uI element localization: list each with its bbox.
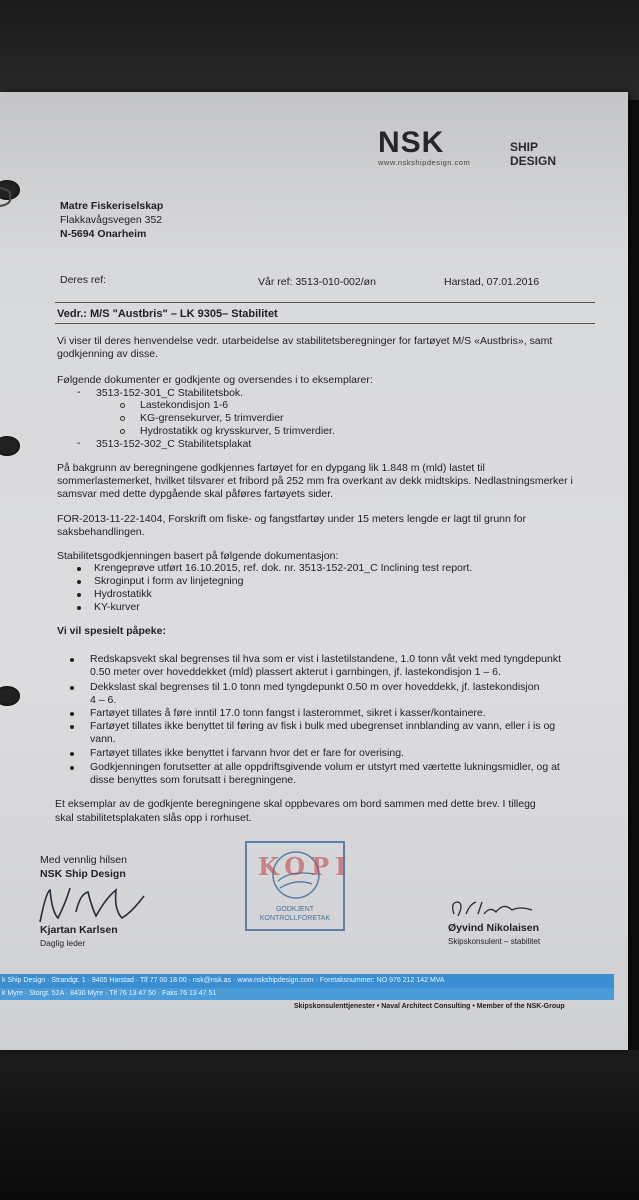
- note-line: Fartøyet tillates ikke benyttet i farvann hvor det er fare for overising.: [90, 747, 404, 759]
- note-line: vann.: [90, 733, 116, 745]
- doc-subitem: Lastekondisjon 1-6: [140, 399, 229, 411]
- bullet: [70, 725, 74, 729]
- note-line: 4 – 6.: [90, 694, 117, 706]
- bullet: [77, 606, 81, 610]
- documentation-lead: Stabilitetsgodkjenningen basert på følgende dokumentasjon:: [57, 550, 339, 562]
- regulation-line: FOR-2013-11-22-1404, Forskrift om fiske- og fangstfartøy under 15 meters lengde er lagt til grunn for: [57, 513, 527, 525]
- recipient-street: Flakkavågsvegen 352: [60, 214, 163, 226]
- bullet: [77, 580, 81, 584]
- signer2-title: Skipskonsulent – stabilitet: [448, 937, 541, 946]
- greeting: Med vennlig hilsen: [40, 854, 127, 866]
- logo-subtitle: SHIP DESIGN: [510, 140, 557, 168]
- intro-line: Vi viser til deres henvendelse vedr. utarbeidelse av stabilitetsberegninger for fartøyet M/S «Austbris», samt: [57, 335, 553, 347]
- basis-line: På bakgrunn av beregningene godkjennes fartøyet for en dypgang lik 1.848 m (mld) lastet til: [57, 462, 485, 474]
- background-top: [0, 0, 639, 100]
- binder-ring-icon: [0, 184, 14, 210]
- bullet: [70, 752, 74, 756]
- sub-bullet: [120, 429, 125, 434]
- logo-url: www.nskshipdesign.com: [378, 158, 471, 167]
- documentation-item: Skroginput i form av linjetegning: [94, 575, 244, 587]
- place-date: Harstad, 07.01.2016: [444, 276, 540, 288]
- signer1-name: Kjartan Karlsen: [40, 924, 118, 936]
- note-line: Fartøyet tillates å føre inntil 17.0 tonn fangst i lasterommet, sikret i kasser/kontainere.: [90, 707, 486, 719]
- signature-right-icon: [448, 894, 538, 922]
- signature-left-icon: [36, 882, 156, 930]
- stamp-overlay: KOPI: [258, 852, 353, 881]
- bullet: [77, 593, 81, 597]
- documentation-item: Hydrostatikk: [94, 588, 152, 600]
- intro-line: godkjenning av disse.: [57, 348, 158, 360]
- doc-subitem: KG-grensekurver, 5 trimverdier: [140, 412, 284, 424]
- note-line: disse benyttes som forutsatt i beregningene.: [90, 774, 297, 786]
- stamp-line1: GODKJENT: [275, 906, 315, 913]
- note-line: Fartøyet tillates ikke benyttet til føring av fisk i bulk med ubegrenset innblanding av vann, eller i is og: [90, 720, 556, 732]
- note-line: Redskapsvekt skal begrenses til hva som er vist i lastetilstandene, 1.0 tonn våt vekt med tyngdepunkt: [90, 653, 561, 665]
- footer-address-bar-2: k Myre · Storgt. 52A · 8430 Myre · Tlf 76 13 47 50 · Faks 76 13 47 51: [0, 988, 614, 1000]
- doc-item: 3513-152-301_C Stabilitetsbok.: [96, 387, 244, 399]
- note-line: 0.50 meter over hoveddekket (mld) plassert akterut i garnbingen, jf. lastekondisjon 1 – 6.: [90, 666, 501, 678]
- regulation-line: saksbehandlingen.: [57, 526, 145, 538]
- signer1-title: Daglig leder: [40, 938, 86, 948]
- sub-bullet: [120, 403, 125, 408]
- divider: [55, 323, 595, 324]
- bullet: [70, 712, 74, 716]
- bullet: [70, 686, 74, 690]
- documentation-item: Krengeprøve utført 16.10.2015, ref. dok. nr. 3513-152-201_C Inclining test report.: [94, 562, 473, 574]
- logo-wordmark: NSK: [378, 126, 445, 159]
- closing-line: skal stabilitetsplakaten slås opp i rorhuset.: [55, 812, 252, 824]
- bullet: [70, 658, 74, 662]
- basis-line: samsvar med dette dypgående skal påføres fartøyets sider.: [57, 488, 334, 500]
- note-line: Godkjenningen forutsetter at alle oppdriftsgivende volum er utstyrt med værtette lukningsmidler, og at: [90, 761, 560, 773]
- divider: [55, 302, 595, 303]
- doc-subitem: Hydrostatikk og krysskurver, 5 trimverdier.: [140, 425, 335, 437]
- documentation-item: KY-kurver: [94, 601, 140, 613]
- recipient-name: Matre Fiskeriselskap: [60, 200, 164, 212]
- signer2-name: Øyvind Nikolaisen: [448, 922, 540, 934]
- basis-line: sommerlastemerket, hvilket tilsvarer et fribord på 252 mm fra overkant av dekk midtskips. Nedlastningsmerker i: [57, 475, 573, 487]
- company-name: NSK Ship Design: [40, 868, 126, 880]
- recipient-postal: N-5694 Onarheim: [60, 228, 147, 240]
- list-dash: -: [77, 386, 81, 398]
- footer-address-bar: k Ship Design · Strandgt. 1 · 9405 Harstad · Tlf 77 00 18 00 · nsk@nsk.as · www.nskshipdesign.com · Foretaksnummer: NO 976 212 142 MVA: [0, 974, 614, 988]
- doc-item: 3513-152-302_C Stabilitetsplakat: [96, 438, 252, 450]
- closing-line: Et eksemplar av de godkjente beregningene skal oppbevares om bord sammen med dette brev. I tillegg: [55, 798, 536, 810]
- footer-tagline: Skipskonsulenttjenester • Naval Architect Consulting • Member of the NSK-Group: [294, 1003, 565, 1010]
- stamp-line2: KONTROLLFORETAK: [259, 915, 331, 922]
- list-dash: -: [77, 437, 81, 449]
- subject-line: Vedr.: M/S "Austbris" – LK 9305– Stabilitet: [57, 308, 278, 320]
- punch-hole: [0, 686, 20, 706]
- notes-heading: Vi vil spesielt påpeke:: [57, 625, 166, 637]
- sub-bullet: [120, 416, 125, 421]
- bullet: [77, 567, 81, 571]
- deres-ref: Deres ref:: [60, 274, 107, 286]
- company-logo: [378, 126, 557, 168]
- punch-hole: [0, 436, 20, 456]
- letter-sheet: [0, 92, 628, 1050]
- background-bottom: [0, 1050, 639, 1200]
- docs-lead: Følgende dokumenter er godkjente og oversendes i to eksemplarer:: [57, 374, 373, 386]
- note-line: Dekkslast skal begrenses til 1.0 tonn med tyngdepunkt 0.50 m over hoveddekk, jf. lastekondisjon: [90, 681, 540, 693]
- bullet: [70, 766, 74, 770]
- var-ref: Vår ref: 3513-010-002/øn: [258, 276, 376, 288]
